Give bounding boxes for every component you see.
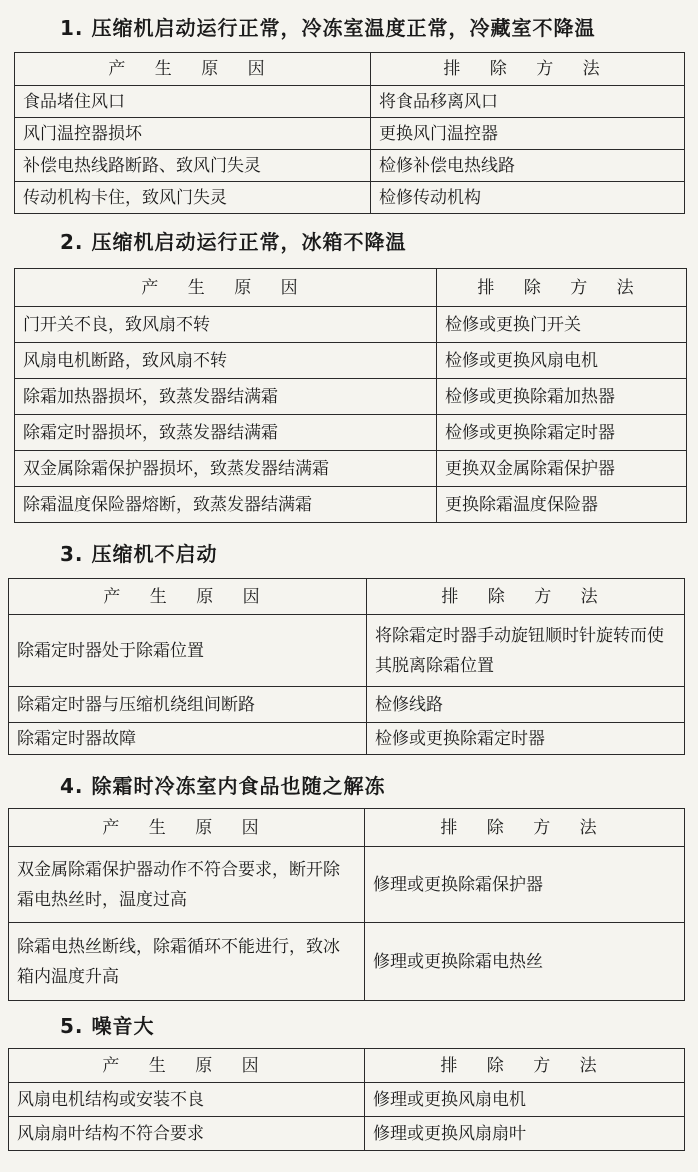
table-row	[9, 1083, 685, 1117]
header-cause: 产 生 原 因	[9, 809, 365, 847]
section-4-table	[8, 808, 685, 1001]
table-header-row	[9, 1049, 685, 1083]
section-4-title: 4. 除霜时冷冻室内食品也随之解冻	[60, 774, 386, 798]
section-2-table	[14, 268, 687, 523]
header-cause: 产 生 原 因	[9, 579, 367, 615]
header-cause: 产 生 原 因	[15, 53, 371, 86]
solution-cell: 更换风门温控器	[371, 118, 685, 150]
cause-cell: 除霜定时器处于除霜位置	[9, 615, 367, 687]
table-row	[9, 923, 685, 1001]
table-row	[15, 150, 685, 182]
header-solution: 排 除 方 法	[371, 53, 685, 86]
header-solution: 排 除 方 法	[365, 809, 685, 847]
table-row	[15, 415, 687, 451]
section-3-table	[8, 578, 685, 755]
table-row	[15, 451, 687, 487]
table-header-row	[15, 53, 685, 86]
cause-cell: 风扇电机断路，致风扇不转	[15, 343, 437, 379]
header-solution: 排 除 方 法	[367, 579, 685, 615]
table-row	[15, 118, 685, 150]
solution-cell: 检修或更换除霜定时器	[367, 723, 685, 755]
cause-cell: 门开关不良，致风扇不转	[15, 307, 437, 343]
table-row	[15, 86, 685, 118]
section-1-title: 1. 压缩机启动运行正常，冷冻室温度正常，冷藏室不降温	[60, 16, 596, 40]
table-row	[15, 487, 687, 523]
table-row	[9, 1117, 685, 1151]
section-2-title: 2. 压缩机启动运行正常，冰箱不降温	[60, 230, 407, 254]
table-row	[9, 723, 685, 755]
section-5-table	[8, 1048, 685, 1151]
solution-cell: 检修或更换风扇电机	[437, 343, 687, 379]
header-cause: 产 生 原 因	[15, 269, 437, 307]
solution-cell: 检修或更换门开关	[437, 307, 687, 343]
solution-cell: 检修补偿电热线路	[371, 150, 685, 182]
table-header-row	[9, 809, 685, 847]
solution-cell: 修理或更换风扇扇叶	[365, 1117, 685, 1151]
cause-cell: 除霜定时器故障	[9, 723, 367, 755]
cause-cell: 除霜电热丝断线，除霜循环不能进行，致冰箱内温度升高	[9, 923, 365, 1001]
cause-cell: 双金属除霜保护器损坏，致蒸发器结满霜	[15, 451, 437, 487]
solution-cell: 检修线路	[367, 687, 685, 723]
cause-cell: 双金属除霜保护器动作不符合要求，断开除霜电热丝时，温度过高	[9, 847, 365, 923]
cause-cell: 风扇扇叶结构不符合要求	[9, 1117, 365, 1151]
solution-cell: 修理或更换除霜保护器	[365, 847, 685, 923]
cause-cell: 除霜定时器与压缩机绕组间断路	[9, 687, 367, 723]
table-row	[9, 615, 685, 687]
cause-cell: 传动机构卡住，致风门失灵	[15, 182, 371, 214]
table-header-row	[15, 269, 687, 307]
cause-cell: 除霜加热器损坏，致蒸发器结满霜	[15, 379, 437, 415]
cause-cell: 风扇电机结构或安装不良	[9, 1083, 365, 1117]
table-row	[15, 182, 685, 214]
solution-cell: 检修或更换除霜定时器	[437, 415, 687, 451]
cause-cell: 食品堵住风口	[15, 86, 371, 118]
cause-cell: 除霜定时器损坏，致蒸发器结满霜	[15, 415, 437, 451]
solution-cell: 将食品移离风口	[371, 86, 685, 118]
header-solution: 排 除 方 法	[437, 269, 687, 307]
table-row	[15, 307, 687, 343]
solution-cell: 更换双金属除霜保护器	[437, 451, 687, 487]
solution-cell: 将除霜定时器手动旋钮顺时针旋转而使其脱离除霜位置	[367, 615, 685, 687]
table-row	[15, 379, 687, 415]
table-row	[9, 687, 685, 723]
table-row	[9, 847, 685, 923]
solution-cell: 修理或更换风扇电机	[365, 1083, 685, 1117]
table-row	[15, 343, 687, 379]
solution-cell: 检修传动机构	[371, 182, 685, 214]
cause-cell: 风门温控器损坏	[15, 118, 371, 150]
solution-cell: 检修或更换除霜加热器	[437, 379, 687, 415]
cause-cell: 补偿电热线路断路、致风门失灵	[15, 150, 371, 182]
table-header-row	[9, 579, 685, 615]
solution-cell: 修理或更换除霜电热丝	[365, 923, 685, 1001]
header-cause: 产 生 原 因	[9, 1049, 365, 1083]
section-5-title: 5. 噪音大	[60, 1014, 155, 1038]
cause-cell: 除霜温度保险器熔断，致蒸发器结满霜	[15, 487, 437, 523]
section-3-title: 3. 压缩机不启动	[60, 542, 218, 566]
section-1-table	[14, 52, 685, 214]
solution-cell: 更换除霜温度保险器	[437, 487, 687, 523]
header-solution: 排 除 方 法	[365, 1049, 685, 1083]
